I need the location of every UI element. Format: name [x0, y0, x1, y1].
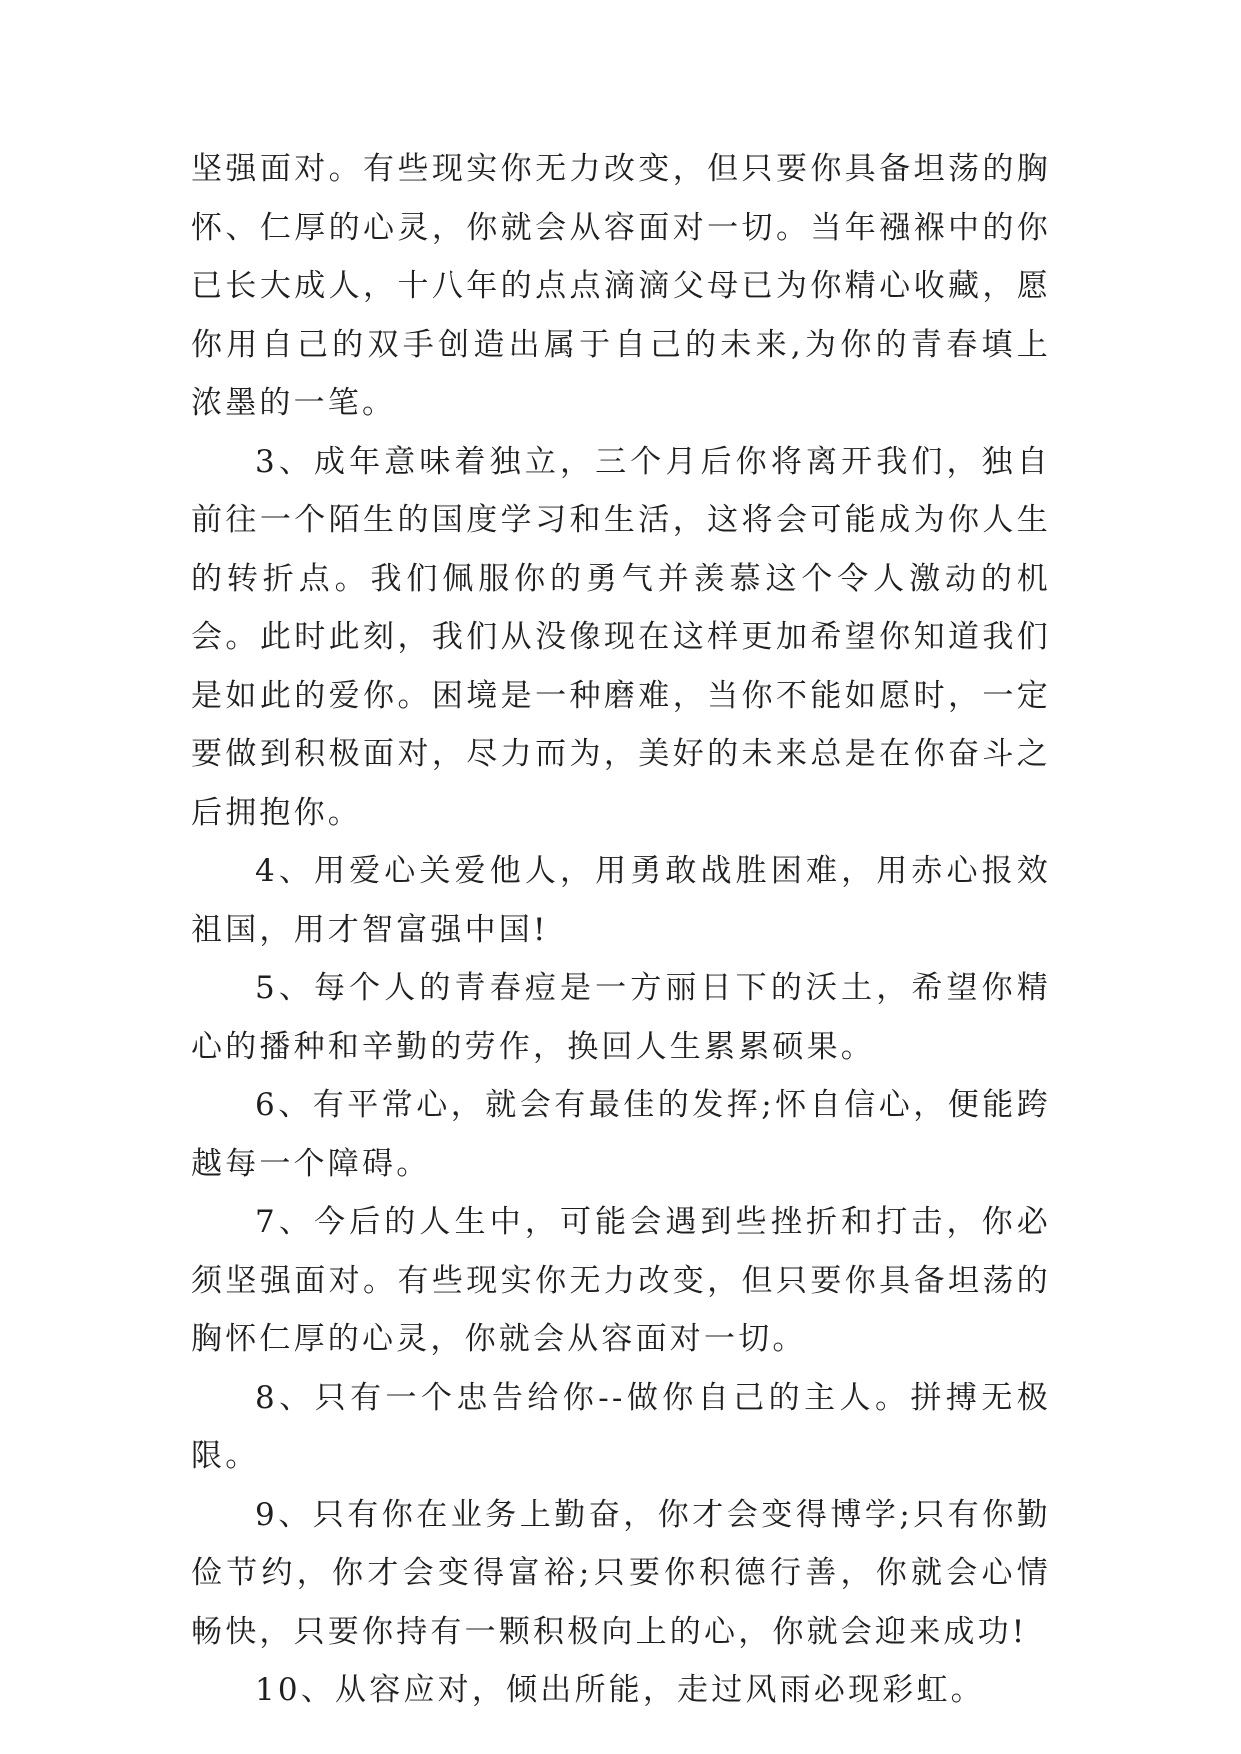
- paragraph-item-9: 9、只有你在业务上勤奋，你才会变得博学;只有你勤俭节约，你才会变得富裕;只要你积德行善，你就会心情畅快，只要你持有一颗积极向上的心，你就会迎来成功!: [191, 1496, 1051, 1650]
- document-body: [191, 140, 1051, 1720]
- paragraph-item-6: 6、有平常心，就会有最佳的发挥;怀自信心，便能跨越每一个障碍。: [191, 1087, 1051, 1182]
- paragraph-item-5: 5、每个人的青春痘是一方丽日下的沃土，希望你精心的播种和辛勤的劳作，换回人生累累硕果。: [191, 970, 1051, 1065]
- paragraph-item-4: 4、用爱心关爱他人，用勇敢战胜困难，用赤心报效祖国，用才智富强中国!: [191, 853, 1051, 948]
- paragraph-item-8: 8、只有一个忠告给你--做你自己的主人。拼搏无极限。: [191, 1379, 1051, 1474]
- paragraph-item-3: 3、成年意味着独立，三个月后你将离开我们，独自前往一个陌生的国度学习和生活，这将会可能成为你人生的转折点。我们佩服你的勇气并羡慕这个令人激动的机会。此时此刻，我们从没像现在这样更加希望你知道我们是如此的爱你。困境是一种磨难，当你不能如愿时，一定要做到积极面对，尽力而为，美好的未来总是在你奋斗之后拥抱你。: [191, 443, 1051, 831]
- paragraph-item-7: 7、今后的人生中，可能会遇到些挫折和打击，你必须坚强面对。有些现实你无力改变，但只要你具备坦荡的胸怀仁厚的心灵，你就会从容面对一切。: [191, 1204, 1051, 1357]
- paragraph-item-10: 10、从容应对，倾出所能，走过风雨必现彩虹。: [255, 1672, 985, 1708]
- paragraph-continued: 坚强面对。有些现实你无力改变，但只要你具备坦荡的胸怀、仁厚的心灵，你就会从容面对一切。当年襁褓中的你已长大成人，十八年的点点滴滴父母已为你精心收藏，愿你用自己的双手创造出属于自己的未来,为你的青春填上浓墨的一笔。: [191, 151, 1051, 421]
